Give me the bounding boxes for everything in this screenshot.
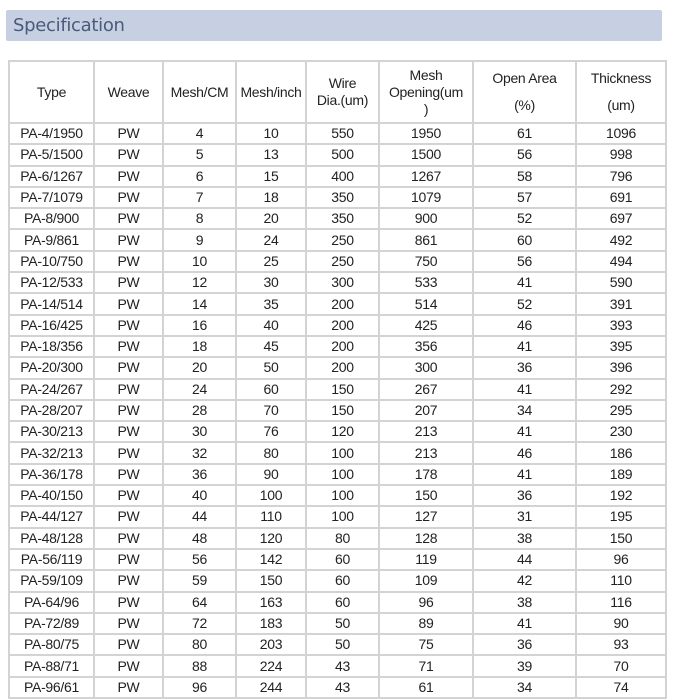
- cell-mesh-per-inch: 110: [237, 507, 305, 526]
- cell-wire-diameter: 100: [307, 507, 378, 526]
- cell-mesh-opening: 213: [380, 443, 472, 462]
- cell-open-area: 44: [474, 550, 575, 569]
- cell-mesh-per-cm: 32: [164, 443, 235, 462]
- cell-mesh-per-inch: 50: [237, 358, 305, 377]
- cell-wire-diameter: 100: [307, 443, 378, 462]
- cell-thickness: 189: [577, 465, 665, 484]
- cell-mesh-per-inch: 40: [237, 316, 305, 335]
- header-line: Open Area: [492, 70, 557, 86]
- cell-wire-diameter: 50: [307, 614, 378, 633]
- cell-open-area: 41: [474, 465, 575, 484]
- cell-mesh-opening: 109: [380, 571, 472, 590]
- cell-mesh-opening: 61: [380, 678, 472, 697]
- cell-mesh-opening: 89: [380, 614, 472, 633]
- cell-thickness: 998: [577, 145, 665, 164]
- cell-mesh-per-inch: 142: [237, 550, 305, 569]
- cell-open-area: 39: [474, 656, 575, 675]
- cell-weave: PW: [95, 188, 162, 207]
- table-row: [10, 380, 665, 399]
- cell-type: PA-88/71: [10, 656, 93, 675]
- table-row: [10, 294, 665, 313]
- cell-mesh-per-cm: 18: [164, 337, 235, 356]
- table-row: [10, 337, 665, 356]
- cell-type: PA-36/178: [10, 465, 93, 484]
- cell-thickness: 116: [577, 593, 665, 612]
- cell-open-area: 46: [474, 443, 575, 462]
- cell-weave: PW: [95, 401, 162, 420]
- table-row: [10, 230, 665, 249]
- cell-type: PA-80/75: [10, 635, 93, 654]
- cell-mesh-opening: 150: [380, 486, 472, 505]
- cell-thickness: 74: [577, 678, 665, 697]
- cell-thickness: 492: [577, 230, 665, 249]
- cell-weave: PW: [95, 635, 162, 654]
- cell-weave: PW: [95, 422, 162, 441]
- cell-wire-diameter: 60: [307, 550, 378, 569]
- cell-mesh-per-cm: 20: [164, 358, 235, 377]
- cell-thickness: 494: [577, 252, 665, 271]
- cell-mesh-per-cm: 14: [164, 294, 235, 313]
- cell-mesh-opening: 900: [380, 209, 472, 228]
- table-row: [10, 401, 665, 420]
- table-row: [10, 209, 665, 228]
- cell-open-area: 38: [474, 529, 575, 548]
- header-line: Mesh: [409, 66, 443, 83]
- cell-mesh-per-inch: 60: [237, 380, 305, 399]
- cell-type: PA-14/514: [10, 294, 93, 313]
- cell-weave: PW: [95, 124, 162, 143]
- cell-wire-diameter: 150: [307, 401, 378, 420]
- cell-weave: PW: [95, 337, 162, 356]
- cell-mesh-opening: 1500: [380, 145, 472, 164]
- cell-mesh-per-inch: 100: [237, 486, 305, 505]
- cell-mesh-per-inch: 163: [237, 593, 305, 612]
- cell-mesh-opening: 178: [380, 465, 472, 484]
- cell-type: PA-24/267: [10, 380, 93, 399]
- cell-mesh-per-cm: 28: [164, 401, 235, 420]
- cell-thickness: 396: [577, 358, 665, 377]
- cell-thickness: 697: [577, 209, 665, 228]
- cell-type: PA-56/119: [10, 550, 93, 569]
- cell-mesh-per-inch: 13: [237, 145, 305, 164]
- cell-wire-diameter: 400: [307, 167, 378, 186]
- cell-open-area: 41: [474, 380, 575, 399]
- cell-open-area: 41: [474, 422, 575, 441]
- cell-wire-diameter: 350: [307, 209, 378, 228]
- section-header: [6, 10, 662, 41]
- cell-thickness: 295: [577, 401, 665, 420]
- cell-thickness: 395: [577, 337, 665, 356]
- table-row: [10, 465, 665, 484]
- cell-mesh-per-cm: 12: [164, 273, 235, 292]
- table-row: [10, 656, 665, 675]
- cell-mesh-per-inch: 203: [237, 635, 305, 654]
- cell-type: PA-96/61: [10, 678, 93, 697]
- header-line: Type: [36, 83, 67, 100]
- cell-type: PA-18/356: [10, 337, 93, 356]
- table-row: [10, 145, 665, 164]
- cell-open-area: 41: [474, 614, 575, 633]
- column-header-wire-diameter: [307, 62, 378, 122]
- cell-mesh-per-cm: 30: [164, 422, 235, 441]
- cell-mesh-opening: 75: [380, 635, 472, 654]
- cell-weave: PW: [95, 167, 162, 186]
- cell-thickness: 90: [577, 614, 665, 633]
- column-header-open-area: [474, 62, 575, 122]
- cell-mesh-per-inch: 30: [237, 273, 305, 292]
- cell-mesh-per-cm: 88: [164, 656, 235, 675]
- cell-mesh-opening: 533: [380, 273, 472, 292]
- cell-thickness: 186: [577, 443, 665, 462]
- cell-mesh-per-inch: 183: [237, 614, 305, 633]
- cell-open-area: 41: [474, 337, 575, 356]
- cell-mesh-per-cm: 44: [164, 507, 235, 526]
- cell-type: PA-8/900: [10, 209, 93, 228]
- cell-weave: PW: [95, 380, 162, 399]
- cell-mesh-per-cm: 48: [164, 529, 235, 548]
- cell-weave: PW: [95, 294, 162, 313]
- cell-mesh-opening: 1950: [380, 124, 472, 143]
- cell-thickness: 292: [577, 380, 665, 399]
- cell-wire-diameter: 350: [307, 188, 378, 207]
- cell-mesh-opening: 96: [380, 593, 472, 612]
- cell-mesh-opening: 213: [380, 422, 472, 441]
- cell-wire-diameter: 250: [307, 230, 378, 249]
- header-line: Wire: [328, 75, 357, 91]
- cell-weave: PW: [95, 273, 162, 292]
- cell-weave: PW: [95, 316, 162, 335]
- cell-open-area: 31: [474, 507, 575, 526]
- cell-mesh-per-inch: 76: [237, 422, 305, 441]
- cell-weave: PW: [95, 614, 162, 633]
- table-row: [10, 124, 665, 143]
- cell-wire-diameter: 500: [307, 145, 378, 164]
- cell-mesh-per-cm: 36: [164, 465, 235, 484]
- cell-mesh-per-cm: 24: [164, 380, 235, 399]
- cell-weave: PW: [95, 145, 162, 164]
- cell-type: PA-6/1267: [10, 167, 93, 186]
- cell-mesh-per-cm: 16: [164, 316, 235, 335]
- cell-thickness: 150: [577, 529, 665, 548]
- cell-thickness: 96: [577, 550, 665, 569]
- cell-wire-diameter: 100: [307, 465, 378, 484]
- cell-mesh-opening: 514: [380, 294, 472, 313]
- cell-mesh-per-cm: 64: [164, 593, 235, 612]
- cell-open-area: 58: [474, 167, 575, 186]
- cell-open-area: 52: [474, 209, 575, 228]
- cell-thickness: 230: [577, 422, 665, 441]
- cell-mesh-opening: 127: [380, 507, 472, 526]
- cell-mesh-per-cm: 40: [164, 486, 235, 505]
- cell-open-area: 34: [474, 401, 575, 420]
- column-header-thickness: [577, 62, 665, 122]
- cell-thickness: 70: [577, 656, 665, 675]
- header-line: Opening(um: [388, 83, 464, 100]
- table-row: [10, 316, 665, 335]
- cell-open-area: 46: [474, 316, 575, 335]
- cell-mesh-per-cm: 5: [164, 145, 235, 164]
- table-row: [10, 252, 665, 271]
- cell-mesh-per-inch: 244: [237, 678, 305, 697]
- cell-wire-diameter: 200: [307, 337, 378, 356]
- header-line: Weave: [107, 83, 150, 100]
- header-line: Mesh/inch: [240, 83, 302, 100]
- cell-type: PA-5/1500: [10, 145, 93, 164]
- table-row: [10, 443, 665, 462]
- table-row: [10, 678, 665, 697]
- cell-mesh-opening: 356: [380, 337, 472, 356]
- cell-mesh-per-inch: 224: [237, 656, 305, 675]
- section-title: Specification: [13, 15, 125, 36]
- cell-open-area: 56: [474, 145, 575, 164]
- column-header-weave: [95, 62, 162, 122]
- cell-mesh-per-inch: 25: [237, 252, 305, 271]
- cell-type: PA-64/96: [10, 593, 93, 612]
- header-line: (um): [607, 97, 635, 113]
- cell-weave: PW: [95, 443, 162, 462]
- table-row: [10, 358, 665, 377]
- cell-type: PA-30/213: [10, 422, 93, 441]
- table-row: [10, 550, 665, 569]
- cell-wire-diameter: 200: [307, 316, 378, 335]
- cell-wire-diameter: 60: [307, 571, 378, 590]
- cell-open-area: 56: [474, 252, 575, 271]
- header-line: Dia.(um): [316, 92, 369, 108]
- cell-open-area: 60: [474, 230, 575, 249]
- column-header-type: [10, 62, 93, 122]
- cell-thickness: 1096: [577, 124, 665, 143]
- header-line: Mesh/CM: [170, 83, 229, 100]
- cell-thickness: 93: [577, 635, 665, 654]
- cell-wire-diameter: 200: [307, 358, 378, 377]
- cell-mesh-per-cm: 10: [164, 252, 235, 271]
- cell-weave: PW: [95, 465, 162, 484]
- cell-type: PA-72/89: [10, 614, 93, 633]
- cell-wire-diameter: 43: [307, 656, 378, 675]
- cell-open-area: 36: [474, 358, 575, 377]
- column-header-mesh-per-cm: [164, 62, 235, 122]
- cell-weave: PW: [95, 507, 162, 526]
- cell-mesh-opening: 207: [380, 401, 472, 420]
- cell-weave: PW: [95, 656, 162, 675]
- cell-mesh-per-cm: 72: [164, 614, 235, 633]
- cell-open-area: 41: [474, 273, 575, 292]
- cell-thickness: 393: [577, 316, 665, 335]
- cell-open-area: 38: [474, 593, 575, 612]
- cell-mesh-per-inch: 70: [237, 401, 305, 420]
- cell-type: PA-9/861: [10, 230, 93, 249]
- cell-wire-diameter: 43: [307, 678, 378, 697]
- cell-type: PA-44/127: [10, 507, 93, 526]
- cell-wire-diameter: 120: [307, 422, 378, 441]
- cell-mesh-per-inch: 18: [237, 188, 305, 207]
- table-row: [10, 593, 665, 612]
- cell-thickness: 110: [577, 571, 665, 590]
- cell-thickness: 590: [577, 273, 665, 292]
- header-line: (%): [514, 97, 535, 113]
- cell-mesh-per-cm: 8: [164, 209, 235, 228]
- cell-mesh-per-cm: 59: [164, 571, 235, 590]
- cell-open-area: 34: [474, 678, 575, 697]
- cell-open-area: 36: [474, 635, 575, 654]
- cell-weave: PW: [95, 486, 162, 505]
- table-row: [10, 571, 665, 590]
- cell-wire-diameter: 50: [307, 635, 378, 654]
- cell-mesh-per-inch: 35: [237, 294, 305, 313]
- cell-weave: PW: [95, 252, 162, 271]
- cell-open-area: 42: [474, 571, 575, 590]
- cell-weave: PW: [95, 358, 162, 377]
- cell-mesh-opening: 128: [380, 529, 472, 548]
- cell-type: PA-59/109: [10, 571, 93, 590]
- cell-type: PA-16/425: [10, 316, 93, 335]
- cell-type: PA-10/750: [10, 252, 93, 271]
- cell-weave: PW: [95, 529, 162, 548]
- cell-type: PA-4/1950: [10, 124, 93, 143]
- cell-weave: PW: [95, 593, 162, 612]
- cell-open-area: 36: [474, 486, 575, 505]
- cell-weave: PW: [95, 550, 162, 569]
- cell-type: PA-28/207: [10, 401, 93, 420]
- cell-mesh-per-inch: 24: [237, 230, 305, 249]
- header-row: [10, 62, 665, 122]
- table-row: [10, 273, 665, 292]
- table-row: [10, 614, 665, 633]
- cell-weave: PW: [95, 209, 162, 228]
- cell-mesh-per-cm: 96: [164, 678, 235, 697]
- cell-type: PA-20/300: [10, 358, 93, 377]
- cell-type: PA-12/533: [10, 273, 93, 292]
- cell-mesh-opening: 300: [380, 358, 472, 377]
- table-row: [10, 529, 665, 548]
- cell-wire-diameter: 250: [307, 252, 378, 271]
- column-header-mesh-per-inch: [237, 62, 305, 122]
- specification-table: [8, 60, 667, 699]
- cell-weave: PW: [95, 230, 162, 249]
- cell-wire-diameter: 100: [307, 486, 378, 505]
- cell-mesh-per-cm: 4: [164, 124, 235, 143]
- cell-type: PA-32/213: [10, 443, 93, 462]
- cell-weave: PW: [95, 571, 162, 590]
- cell-mesh-per-inch: 80: [237, 443, 305, 462]
- cell-mesh-per-cm: 56: [164, 550, 235, 569]
- header-line: Thickness: [590, 70, 652, 86]
- cell-thickness: 195: [577, 507, 665, 526]
- header-line: ): [423, 100, 429, 117]
- table-row: [10, 507, 665, 526]
- cell-mesh-per-inch: 90: [237, 465, 305, 484]
- cell-mesh-per-cm: 80: [164, 635, 235, 654]
- cell-mesh-opening: 267: [380, 380, 472, 399]
- cell-mesh-opening: 1267: [380, 167, 472, 186]
- cell-type: PA-48/128: [10, 529, 93, 548]
- cell-mesh-per-inch: 10: [237, 124, 305, 143]
- cell-mesh-per-inch: 45: [237, 337, 305, 356]
- cell-weave: PW: [95, 678, 162, 697]
- cell-mesh-per-inch: 20: [237, 209, 305, 228]
- cell-thickness: 192: [577, 486, 665, 505]
- cell-wire-diameter: 200: [307, 294, 378, 313]
- cell-mesh-per-cm: 9: [164, 230, 235, 249]
- cell-type: PA-7/1079: [10, 188, 93, 207]
- cell-wire-diameter: 60: [307, 593, 378, 612]
- cell-thickness: 391: [577, 294, 665, 313]
- table-row: [10, 635, 665, 654]
- column-header-mesh-opening: [380, 62, 472, 122]
- table-row: [10, 188, 665, 207]
- cell-mesh-opening: 119: [380, 550, 472, 569]
- cell-open-area: 61: [474, 124, 575, 143]
- cell-wire-diameter: 150: [307, 380, 378, 399]
- cell-mesh-opening: 1079: [380, 188, 472, 207]
- cell-mesh-per-inch: 15: [237, 167, 305, 186]
- cell-mesh-per-inch: 150: [237, 571, 305, 590]
- cell-thickness: 796: [577, 167, 665, 186]
- cell-mesh-per-inch: 120: [237, 529, 305, 548]
- cell-wire-diameter: 550: [307, 124, 378, 143]
- cell-mesh-per-cm: 6: [164, 167, 235, 186]
- cell-wire-diameter: 80: [307, 529, 378, 548]
- cell-mesh-opening: 425: [380, 316, 472, 335]
- table-row: [10, 167, 665, 186]
- table-row: [10, 486, 665, 505]
- cell-mesh-per-cm: 7: [164, 188, 235, 207]
- cell-open-area: 52: [474, 294, 575, 313]
- cell-open-area: 57: [474, 188, 575, 207]
- cell-thickness: 691: [577, 188, 665, 207]
- cell-wire-diameter: 300: [307, 273, 378, 292]
- table-row: [10, 422, 665, 441]
- cell-mesh-opening: 750: [380, 252, 472, 271]
- cell-mesh-opening: 71: [380, 656, 472, 675]
- cell-mesh-opening: 861: [380, 230, 472, 249]
- cell-type: PA-40/150: [10, 486, 93, 505]
